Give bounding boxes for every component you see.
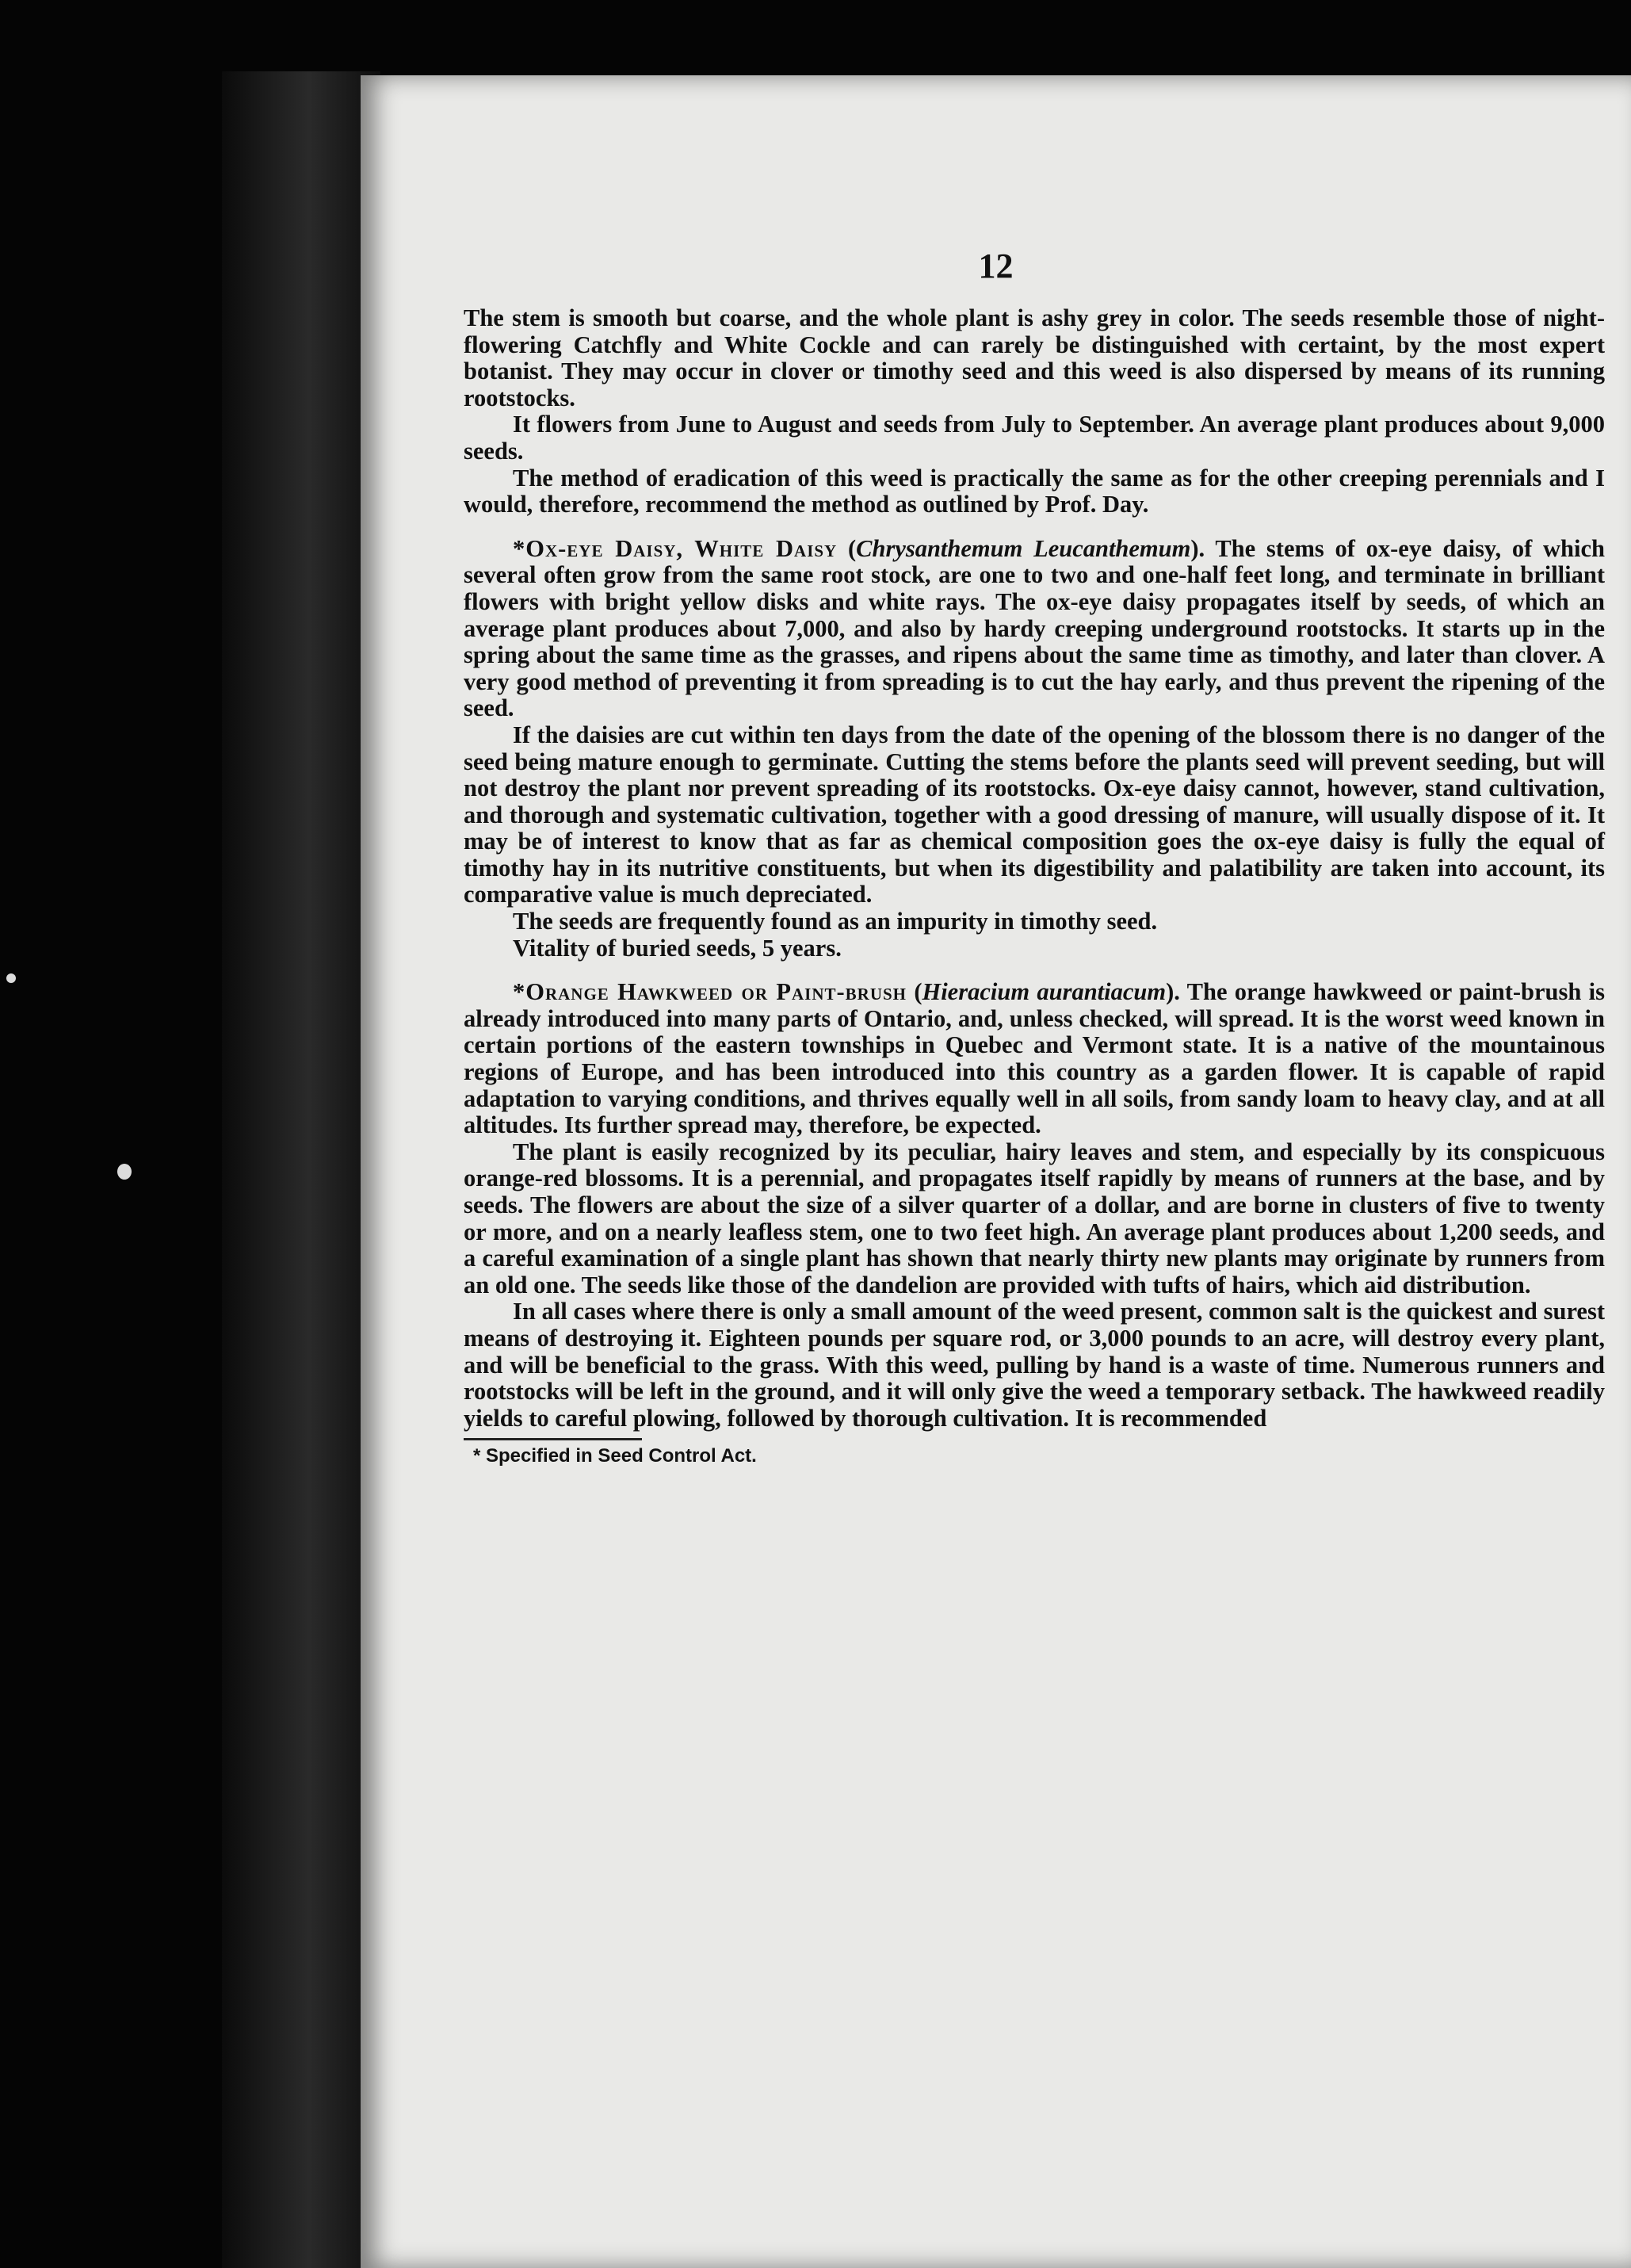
latin-name: Hieracium aurantiacum [922, 978, 1167, 1006]
paragraph-seed-impurity: The seeds are frequently found as an impurity in timothy seed. [513, 908, 1158, 935]
paragraph-stem-description: The stem is smooth but coarse, and the whole plant is ashy grey in color. The seeds resemble those of night-flowering Catchfly and White Cockle and can rarely be distinguished with certaint, by the most expert botanist. They may occur in clover or timothy seed and this weed is also dispersed by means of its running rootstocks. [464, 304, 1605, 411]
entry-orange-hawkweed: *Orange Hawkweed or Paint-brush (Hieracium aurantiacum). The orange hawkweed or paint-brush is already introduced into many parts of Ontario, and, unless checked, will spread. It is the worst weed known in certain portions of the eastern townships in Quebec and Vermont state. It is a native of the mountainous regions of Europe, and has been introduced into this country as a garden flower. It is capable of rapid adaptation to varying conditions, and thrives equally well in all soils, from sandy loam to heavy clay, and at all altitudes. Its further spread may, therefore, be expected. [464, 978, 1605, 1139]
page-number: 12 [978, 247, 1014, 285]
dust-speck [117, 1164, 132, 1180]
book-spine-edge [222, 71, 380, 2268]
paragraph-eradication: The method of eradication of this weed is practically the same as for the other creeping perennials and I would, therefore, recommend the method as outlined by Prof. Day. [464, 464, 1605, 518]
entry-text: The stems of ox-eye daisy, of which several often grow from the same root stock, are one to two and one-half feet long, and terminate in brilliant flowers with bright yellow disks and white rays. The ox-eye daisy propagates itself by seeds, of which an average plant produces about 7,000, and also by hardy creeping underground rootstocks. It starts up in the spring about the same time as the grasses, and ripens about the same time as timothy, and later than clover. A very good method of preventing it from spreading is to cut the hay early, and thus prevent the ripening of the seed. [464, 534, 1605, 722]
entry-text: The orange hawkweed or paint-brush is already introduced into many parts of Ontario, and, unless checked, will spread. It is the worst weed known in certain portions of the eastern townships in Quebec and Vermont state. It is a native of the mountainous regions of Europe, and has been introduced into this country as a garden flower. It is capable of rapid adaptation to varying conditions, and thrives equally well in all soils, from sandy loam to heavy clay, and at all altitudes. Its further spread may, therefore, be expected. [464, 978, 1605, 1139]
paragraph-daisy-cutting: If the daisies are cut within ten days from the date of the opening of the blossom there is no danger of the seed being mature enough to germinate. Cutting the stems before the plants seed will prevent seeding, but will not destroy the plant nor prevent spreading of its rootstocks. Ox-eye daisy cannot, however, stand cultivation, and thorough and systematic cultivation, together with a good dressing of manure, will usually dispose of it. It may be of interest to know that as far as chemical composition goes the ox-eye daisy is fully the equal of timothy hay in its nutritive constituents, but when its digestibility and palatibility are taken into account, its comparative value is much depreciated. [464, 721, 1605, 908]
book-page [361, 75, 1631, 2268]
entry-heading: *Ox-eye Daisy, White Daisy [513, 534, 838, 562]
paragraph-hawkweed-recognition: The plant is easily recognized by its peculiar, hairy leaves and stem, and especially by its conspicuous orange-red blossoms. It is a perennial, and propagates itself rapidly by means of runners at the base, and by seeds. The flowers are about the size of a silver quarter of a dollar, and are borne in clusters of five to twenty or more, and on a nearly leafless stem, one to two feet high. An average plant produces about 1,200 seeds, and a careful examination of a single plant has shown that nearly thirty new plants may originate by runners from an old one. The seeds like those of the dandelion are provided with tufts of hairs, which aid distribution. [464, 1138, 1605, 1298]
body-text [464, 305, 1605, 1467]
paragraph-flowering: It flowers from June to August and seeds from July to September. An average plant produces about 9,000 seeds. [464, 411, 1605, 465]
entry-ox-eye-daisy: *Ox-eye Daisy, White Daisy (Chrysanthemum Leucanthemum). The stems of ox-eye daisy, of which several often grow from the same root stock, are one to two and one-half feet long, and terminate in brilliant flowers with bright yellow disks and white rays. The ox-eye daisy propagates itself by seeds, of which an average plant produces about 7,000, and also by hardy creeping underground rootstocks. It starts up in the spring about the same time as the grasses, and ripens about the same time as timothy, and later than clover. A very good method of preventing it from spreading is to cut the hay early, and thus prevent the ripening of the seed. [464, 534, 1605, 722]
entry-heading: *Orange Hawkweed or Paint-brush [513, 978, 907, 1006]
paragraph-vitality: Vitality of buried seeds, 5 years. [513, 934, 842, 962]
footnote-rule [464, 1438, 642, 1440]
paragraph-hawkweed-control: In all cases where there is only a small amount of the weed present, common salt is the quickest and surest means of destroying it. Eighteen pounds per square rod, or 3,000 pounds to an acre, will destroy every plant, and will be beneficial to the grass. With this weed, pulling by hand is a waste of time. Numerous runners and rootstocks will be left in the ground, and it will only give the weed a temporary setback. The hawkweed readily yields to careful plowing, followed by thorough cultivation. It is recommended [464, 1298, 1605, 1432]
dust-speck [6, 973, 16, 983]
footnote: * Specified in Seed Control Act. [473, 1445, 757, 1467]
latin-name: Chrysanthemum Leucanthemum [856, 534, 1191, 562]
